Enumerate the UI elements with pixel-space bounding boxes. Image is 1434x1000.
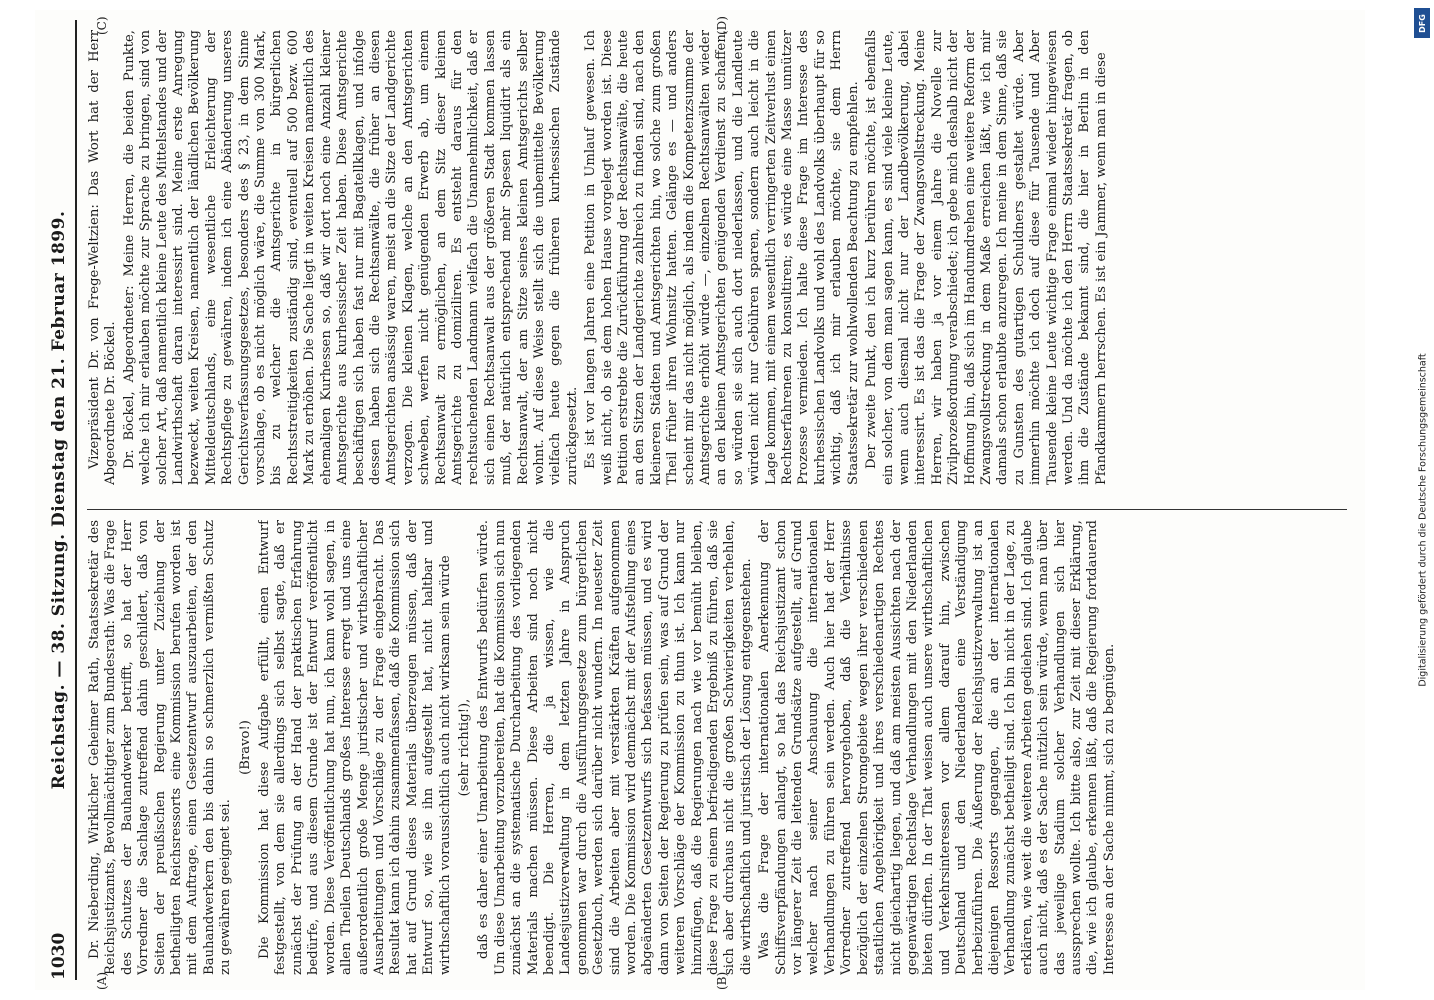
dfg-logo: DFG <box>1414 8 1430 38</box>
margin-marker-a: (A) <box>95 971 109 990</box>
paragraph: Die Kommission hat diese Aufgabe erfüllt, einen Entwurf festgestellt, von dem sie allerdings sich selbst sagte, daß er zunächst der Prüfung an der Hand der praktischen Erfahrung bedürfe, und aus diesem Grunde ist der Entwurf veröffentlicht worden. Diese Veröffentlichung hat nun, ich kann wohl sagen, in allen Theilen Deutschlands großes Interesse erregt und uns eine außerordentlich große Menge juristischer und wirthschaftlicher Ausarbeitungen und Vorschläge zu der Frage eingebracht. Das Resultat kann ich dahin zusammenfassen, daß die Kommission sich hat auf Grund dieses Materials überzeugen müssen, daß der Entwurf so, wie sie ihn aufgestellt hat, nicht haltbar und wirthschaftlich voraussichtlich auch nicht wirksam sein würde <box>257 520 453 975</box>
paragraph: Vizepräsident Dr. von Frege-Weltzien: Das Wort hat der Herr Abgeordnete Dr. Böckel. <box>87 30 119 485</box>
paragraph: Dr. Böckel, Abgeordneter: Meine Herren, die beiden Punkte, welche ich mir erlauben möchte zur Sprache zu bringen, sind von solcher Art, daß namentlich kleine Leute des Mittelstandes und der Landwirthschaft daran interessirt sind. Meine erste Anregung bezweckt, weiten Kreisen, namentlich der ländlichen Bevölkerung Mitteldeutschlands, eine wesentliche Erleichterung der Rechtspflege zu gewähren, indem ich eine Abänderung unseres Gerichtsverfassungsgesetzes, besonders des § 23, in dem Sinne vorschlage, ob es nicht möglich wäre, die Summe von 300 Mark, bis zu welcher die Amtsgerichte in bürgerlichen Rechtsstreitigkeiten zuständig sind, eventuell auf 500 bezw. 600 Mark zu erhöhen. Die Sache liegt in weiten Kreisen namentlich des ehemaligen Kurhessen so, daß wir dort noch eine Anzahl kleiner Amtsgerichte aus kurhessischer Zeit haben. Diese Amtsgerichte beschäftigen sich haben fast nur mit Bagatellklagen, und infolge dessen haben sich die Rechtsanwälte, die früher an diesen Amtsgerichten ansässig waren, meist an die Sitze der Landgerichte verzogen. Die kleinen Klagen, welche an den Amtsgerichten schweben, werfen nicht genügenden Erwerb ab, um einem Rechtsanwalt zu ermöglichen, an dem Sitz dieser kleinen Amtsgerichte zu domiziliren. Es entsteht daraus für den rechtsuchenden Landmann vielfach die Unannehmlichkeit, daß er sich einen Rechtsanwalt aus der größeren Stadt kommen lassen muß, der natürlich entsprechend mehr Spesen liquidirt als ein Rechtsanwalt, der am Sitze seines kleinen Amtsgerichts selber wohnt. Auf diese Weise stellt sich die unbemittelte Bevölkerung vielfach heute gegen die früheren kurhessischen Zustände zurückgesetzt. <box>121 30 580 485</box>
margin-marker-d: (D) <box>715 16 729 35</box>
page-title: Reichstag. — 38. Sitzung. Dienstag den 21. Februar 1899. <box>49 210 69 790</box>
column-divider <box>87 509 1347 510</box>
paragraph: Es ist vor langen Jahren eine Petition in Umlauf gewesen. Ich weiß nicht, ob sie dem hohen Hause vorgelegt worden ist. Diese Petition erstrebte die Zurückführung der Rechtsanwälte, die heute an den Sitzen der Landgerichte zahlreich zu finden sind, nach den kleineren Städten und Amtsgerichten hin, wo solche zum großen Theil früher ihren Wohnsitz hatten. Gelänge es — und anders scheint mir das nicht möglich, als indem die Kompetenzsumme der Amtsgerichte erhöht würde —, einzelnen Rechtsanwälten wieder an den kleinen Amtsgerichten genügenden Verdienst zu schaffen, so würden sie sich auch dort niederlassen, und die Landleute würden nicht nur Gebühren sparen, sondern auch leicht in die Lage kommen, mit einem wesentlich verringerten Zeitverlust einen Rechtserfahrenen zu konsultiren; es würde eine Masse unnützer Prozesse vermieden. Ich halte diese Frage im Interesse des kurhessischen Landvolks und wohl des Landvolks überhaupt für so wichtig, daß ich mir erlauben möchte, sie dem Herrn Staatssekretär zur wohlwollenden Beachtung zu empfehlen. <box>583 30 861 485</box>
newspaper-page <box>35 10 1365 990</box>
margin-marker-b: (B) <box>715 971 729 990</box>
margin-marker-c: (C) <box>95 16 109 35</box>
left-column <box>87 520 1347 975</box>
paragraph: daß es daher einer Umarbeitung des Entwurfs bedürfen würde. Um diese Umarbeitung vorzubereiten, hat die Kommission sich nun zunächst an die systematische Durcharbeitung des vorliegenden Materials machen müssen. Diese Arbeiten sind noch nicht beendigt. Die Herren, die ja wissen, wie die Landesjustizverwaltung in dem letzten Jahre in Anspruch genommen war durch die Ausführungsgesetze zum bürgerlichen Gesetzbuch, werden sich darüber nicht wundern. In neuester Zeit sind die Arbeiten aber mit verstärkten Kräften aufgenommen worden. Die Kommission wird demnächst mit der Aufstellung eines abgeänderten Gesetzentwurfs sich befassen müssen, und es wird dann von Seiten der Regierung zu prüfen sein, was auf Grund der weiteren Vorschläge der Kommission zu thun ist. Ich kann nur hinzufügen, daß die Regierungen nach wie vor bemüht bleiben, diese Frage zu einem befriedigenden Ergebniß zu führen, daß sie sich aber durchaus nicht die großen Schwierigkeiten verhehlen, die wirthschaftlich und juristisch der Lösung entgegenstehen. <box>476 520 754 975</box>
page-number: 1030 <box>49 932 69 980</box>
interjection: (Bravo!) <box>237 720 253 775</box>
paragraph: Dr. Nieberding, Wirklicher Geheimer Rath, Staatssekretär des Reichsjustizamts, Bevollmächtigter zum Bundesrath: Was die Frage des Schutzes der Bauhandwerker betrifft, so hat der Herr Vorredner die Sachlage zutreffend dahin geschildert, daß von Seiten der preußischen Regierung unter Zuziehung der betheiligten Reichsressorts eine Kommission berufen worden ist mit dem Auftrage, einen Gesetzentwurf auszuarbeiten, der den Bauhandwerkern den bis dahin so schmerzlich vermißten Schutz zu gewähren geeignet sei. <box>87 520 234 975</box>
digitization-credit: Digitalisierung gefördert durch die Deutsche Forschungsgemeinschaft <box>1417 353 1429 687</box>
paragraph: Der zweite Punkt, den ich kurz berühren möchte, ist ebenfalls ein solcher, von dem man sagen kann, es sind viele kleine Leute, wenn auch diesmal nicht nur der Landbevölkerung, dabei interessirt. Es ist das die Frage der Zwangsvollstreckung. Meine Herren, wir haben ja vor einem Jahre die Novelle zur Zivilprozeßordnung verabschiedet; ich gebe mich deshalb nicht der Hoffnung hin, daß sich im Handumdrehen eine weitere Reform der Zwangsvollstreckung in dem Maße erreichen läßt, wie ich mir damals schon erlaubte anzuregen. Ich meine in dem Sinne, daß sie zu Gunsten des gutartigen Schuldners gestaltet würde. Aber immerhin möchte ich doch auf diese für Tausende und Aber Tausende kleine Leute wichtige Frage einmal wieder hingewiesen werden. Und da möchte ich den Herrn Staatssekretär fragen, ob ihm die Zustände bekannt sind, die hier in Berlin in den Pfandkammern herrschen. Es ist ein Jammer, wenn man in diese <box>864 30 1109 485</box>
paragraph: Was die Frage der internationalen Anerkennung der Schiffsverpfändungen anlangt, so hat das Reichsjustizamt schon vor längerer Zeit die leitenden Grundsätze aufgestellt, auf Grund welcher nach seiner Anschauung die internationalen Verhandlungen zu führen sein werden. Auch hier hat der Herr Vorredner zutreffend hervorgehoben, daß die Verhältnisse bezüglich der einzelnen Stromgebiete wegen ihrer verschiedenen staatlichen Angehörigkeit und ihres verschiedenartigen Rechtes nicht gleichartig liegen, und daß am meisten Aussichten nach der gegenwärtigen Rechtslage Verhandlungen mit den Niederlanden bieten dürften. In der That weisen auch unsere wirthschaftlichen und Verkehrsinteressen vor allem darauf hin, zwischen Deutschland und den Niederlanden eine Verständigung herbeizuführen. Die Äußerung der Reichsjustizverwaltung ist an diejenigen Ressorts gegangen, die an der internationalen Verhandlung zunächst betheiligt sind. Ich bin nicht in der Lage, zu erklären, wie weit die weiteren Arbeiten gediehen sind. Ich glaube auch nicht, daß es der Sache nützlich sein würde, wenn man über das jeweilige Stadium solcher Verhandlungen sich hier aussprechen wollte. Ich bitte also, zur Zeit mit dieser Erklärung, die, wie ich glaube, erkennen läßt, daß die Regierung fortdauernd Interesse an der Sache nimmt, sich zu begnügen. <box>757 520 1117 975</box>
header-rule <box>75 20 77 980</box>
interjection: (sehr richtig!), <box>456 698 472 797</box>
page-header <box>43 20 73 980</box>
right-column <box>87 30 1347 485</box>
